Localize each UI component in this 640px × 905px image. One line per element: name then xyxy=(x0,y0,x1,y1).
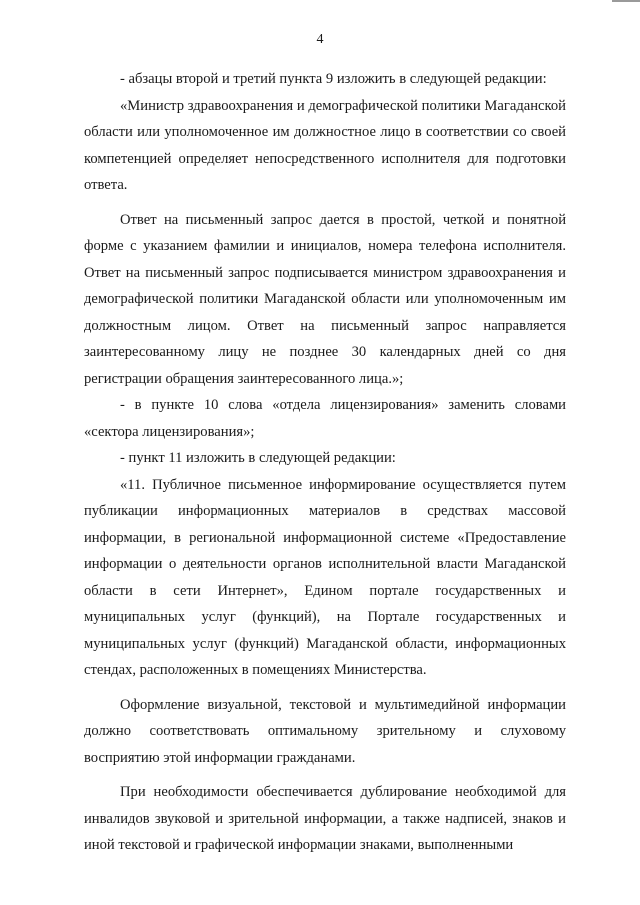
paragraph-public-informing: «11. Публичное письменное информирование осуществляется путем публикации информационных материалов в средствах массовой информации, в региональной информационной системе «Предоставление информации о деятельности органов исполнительной власти Магаданской области в сети Интернет», Едином портале государственных и муниципальных услуг (функций), на Портале государственных и муниципальных услуг (функций) Магаданской области, информационных стендах, расположенных в помещениях Министерства. xyxy=(84,476,566,678)
document-body xyxy=(84,66,566,859)
page-edge-mark xyxy=(612,0,640,2)
paragraph-amend-point-9: - абзацы второй и третий пункта 9 изложить в следующей редакции: xyxy=(120,71,547,87)
page-number: 4 xyxy=(316,32,324,47)
paragraph-minister-determines-executor: «Министр здравоохранения и демографической политики Магаданской области или уполномоченное им должностное лицо в соответствии со своей компетенцией определяет непосредственного исполнителя для подготовки ответа. xyxy=(84,97,566,193)
paragraph-amend-point-11: - пункт 11 изложить в следующей редакции: xyxy=(120,450,396,466)
paragraph-information-design: Оформление визуальной, текстовой и мультимедийной информации должно соответствовать оптимальному зрительному и слуховому восприятию этой информации гражданами. xyxy=(84,696,566,766)
paragraph-accessibility-duplication: При необходимости обеспечивается дублирование необходимой для инвалидов звуковой и зрительной информации, а также надписей, знаков и иной текстовой и графической информации знаками, выполненными xyxy=(84,784,566,853)
paragraph-amend-point-10: - в пункте 10 слова «отдела лицензирования» заменить словами «сектора лицензирования»; xyxy=(84,397,566,440)
paragraph-written-response: Ответ на письменный запрос дается в простой, четкой и понятной форме с указанием фамилии и инициалов, номера телефона исполнителя. Ответ на письменный запрос подписывается министром здравоохранения и демографической политики Магаданской области или уполномоченным им должностным лицом. Ответ на письменный запрос направляется заинтересованному лицу не позднее 30 календарных дней со дня регистрации обращения заинтересованного лица.»; xyxy=(84,211,566,387)
